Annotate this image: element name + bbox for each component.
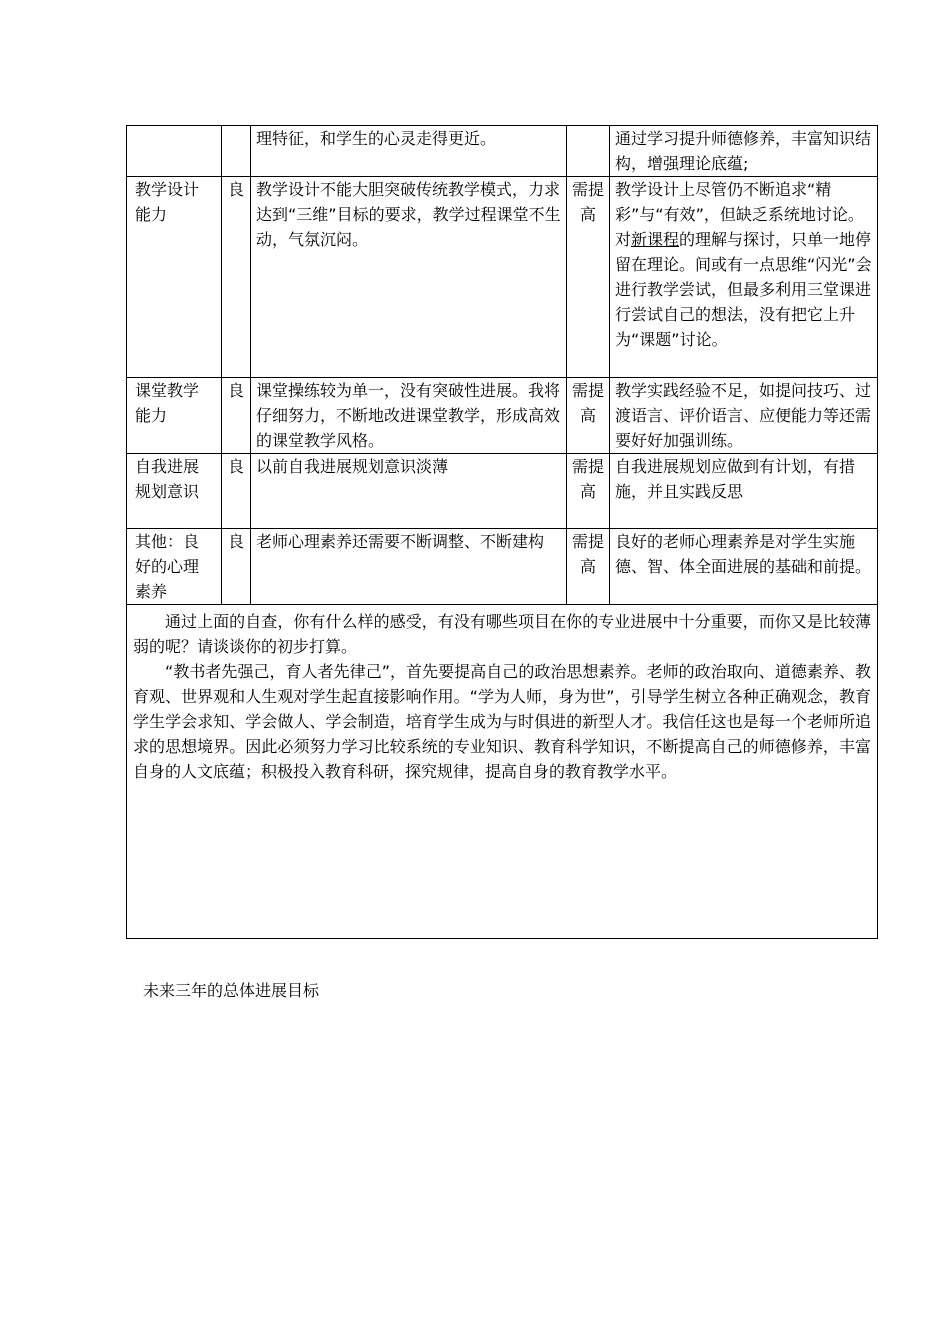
level-cell: 良 bbox=[222, 529, 251, 605]
plan-text: 的理解与探讨，只单一地停留在理论。间或有一点思维“闪光”会进行教学尝试，但最多利用三堂课进行尝试自己的想法，没有把它上升为“课题”讨论。 bbox=[615, 230, 872, 349]
section-title: 未来三年的总体进展目标 bbox=[143, 981, 320, 1000]
need-cell: 需提高 bbox=[567, 378, 610, 454]
description-cell: 老师心理素养还需要不断调整、不断建构 bbox=[251, 529, 567, 605]
plan-cell: 教学实践经验不足，如提问技巧、过渡语言、评价语言、应便能力等还需要好好加强训练。 bbox=[610, 378, 878, 454]
description-cell: 以前自我进展规划意识淡薄 bbox=[251, 454, 567, 529]
level-cell: 良 bbox=[222, 378, 251, 454]
need-cell: 需提高 bbox=[567, 177, 610, 378]
underlined-term: 新课程 bbox=[631, 230, 680, 249]
table-row bbox=[127, 605, 878, 939]
table-row bbox=[127, 378, 878, 454]
table-row bbox=[127, 454, 878, 529]
category-cell: 教学设计能力 bbox=[127, 177, 222, 378]
reflection-answer: “教书者先强己，育人者先律己”，首先要提高自己的政治思想素养。老师的政治取向、道德素养、教育观、世界观和人生观对学生起直接影响作用。“学为人师，身为世”，引导学生树立各种正确观念，教育学生学会求知、学会做人、学会制造，培育学生成为与时俱进的新型人才。我信任这也是每一个老师所追求的思想境界。因此必须努力学习比较系统的专业知识、教育科学知识，不断提高自己的师德修养，丰富自身的人文底蕴；积极投入教育科研，探究规律，提高自身的教育教学水平。 bbox=[133, 662, 871, 781]
plan-text: 教学设计上尽管仍不断追求“精彩”与“有效”，但缺乏系统地讨论。对 bbox=[615, 180, 864, 249]
need-cell: 需提高 bbox=[567, 529, 610, 605]
table-row bbox=[127, 177, 878, 378]
level-cell: 良 bbox=[222, 454, 251, 529]
plan-cell: 自我进展规划应做到有计划，有措施，并且实践反思 bbox=[610, 454, 878, 529]
category-cell: 课堂教学能力 bbox=[127, 378, 222, 454]
need-cell bbox=[567, 126, 610, 177]
table-row bbox=[127, 529, 878, 605]
plan-cell bbox=[610, 177, 878, 378]
table-row bbox=[127, 126, 878, 177]
category-cell bbox=[127, 126, 222, 177]
description-cell: 课堂操练较为单一，没有突破性进展。我将仔细努力，不断地改进课堂教学，形成高效的课堂教学风格。 bbox=[251, 378, 567, 454]
category-cell: 自我进展规划意识 bbox=[127, 454, 222, 529]
plan-cell: 通过学习提升师德修养，丰富知识结构，增强理论底蕴; bbox=[610, 126, 878, 177]
plan-cell: 良好的老师心理素养是对学生实施德、智、体全面进展的基础和前提。 bbox=[610, 529, 878, 605]
category-cell: 其他：良好的心理素养 bbox=[127, 529, 222, 605]
description-cell: 理特征，和学生的心灵走得更近。 bbox=[251, 126, 567, 177]
self-evaluation-table bbox=[126, 125, 878, 939]
need-cell: 需提高 bbox=[567, 454, 610, 529]
reflection-cell bbox=[127, 605, 878, 939]
level-cell: 良 bbox=[222, 177, 251, 378]
level-cell bbox=[222, 126, 251, 177]
reflection-question: 通过上面的自查，你有什么样的感受，有没有哪些项目在你的专业进展中十分重要，而你又是比较薄弱的呢？请谈谈你的初步打算。 bbox=[133, 612, 871, 656]
description-cell: 教学设计不能大胆突破传统教学模式，力求达到“三维”目标的要求，教学过程课堂不生动，气氛沉闷。 bbox=[251, 177, 567, 378]
